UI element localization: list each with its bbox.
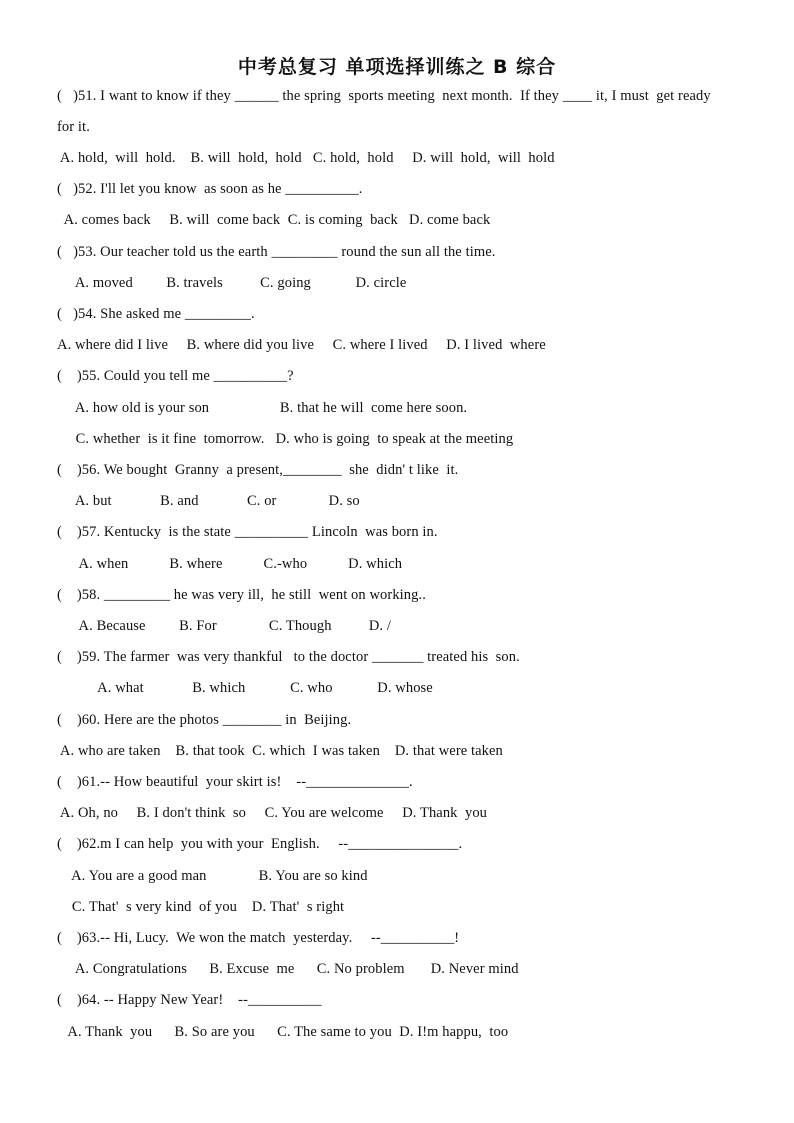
question-60-options: A. who are taken B. that took C. which I was taken D. that were taken [57, 743, 503, 759]
question-55-options-ab: A. how old is your son B. that he will come here soon. [57, 400, 468, 416]
question-64-text: ( )64. -- Happy New Year! --__________ [57, 992, 322, 1008]
question-56-text: ( )56. We bought Granny a present,________ she didn' t like it. [57, 462, 459, 478]
question-56-options: A. but B. and C. or D. so [57, 493, 360, 509]
question-64-options: A. Thank you B. So are you C. The same to you D. I!m happu, too [57, 1024, 509, 1040]
question-61-options: A. Oh, no B. I don't think so C. You are welcome D. Thank you [57, 805, 488, 821]
question-60-text: ( )60. Here are the photos ________ in Beijing. [57, 712, 352, 728]
question-51-options: A. hold, will hold. B. will hold, hold C. hold, hold D. will hold, will hold [57, 150, 555, 166]
question-57-options: A. when B. where C.-who D. which [57, 556, 403, 572]
question-57-text: ( )57. Kentucky is the state __________ Lincoln was born in. [57, 524, 438, 540]
question-59-options: A. what B. which C. who D. whose [57, 680, 433, 696]
question-63-text: ( )63.-- Hi, Lucy. We won the match yesterday. --__________! [57, 930, 460, 946]
question-52-text: ( )52. I'll let you know as soon as he __________. [57, 181, 363, 197]
question-62-text: ( )62.m I can help you with your English. --_______________. [57, 836, 463, 852]
question-52-options: A. comes back B. will come back C. is coming back D. come back [57, 212, 491, 228]
question-54-options: A. where did I live B. where did you live C. where I lived D. I lived where [57, 337, 546, 353]
question-53-text: ( )53. Our teacher told us the earth _________ round the sun all the time. [57, 244, 496, 260]
question-59-text: ( )59. The farmer was very thankful to the doctor _______ treated his son. [57, 649, 520, 665]
question-54-text: ( )54. She asked me _________. [57, 306, 255, 322]
question-55-options-cd: C. whether is it fine tomorrow. D. who is going to speak at the meeting [57, 431, 514, 447]
question-53-options: A. moved B. travels C. going D. circle [57, 275, 407, 291]
question-58-text: ( )58. _________ he was very ill, he still went on working.. [57, 587, 426, 603]
question-62-options-ab: A. You are a good man B. You are so kind [57, 868, 368, 884]
question-55-text: ( )55. Could you tell me __________? [57, 368, 294, 384]
page-title: 中考总复习 单项选择训练之 B 综合 [237, 56, 557, 78]
question-51-text: ( )51. I want to know if they ______ the spring sports meeting next month. If they ____ it, I must get ready [57, 88, 711, 104]
question-61-text: ( )61.-- How beautiful your skirt is! --______________. [57, 774, 413, 790]
question-62-options-cd: C. That' s very kind of you D. That' s right [57, 899, 345, 915]
question-51-text-cont: for it. [57, 119, 90, 135]
question-58-options: A. Because B. For C. Though D. / [57, 618, 391, 634]
question-63-options: A. Congratulations B. Excuse me C. No problem D. Never mind [57, 961, 519, 977]
